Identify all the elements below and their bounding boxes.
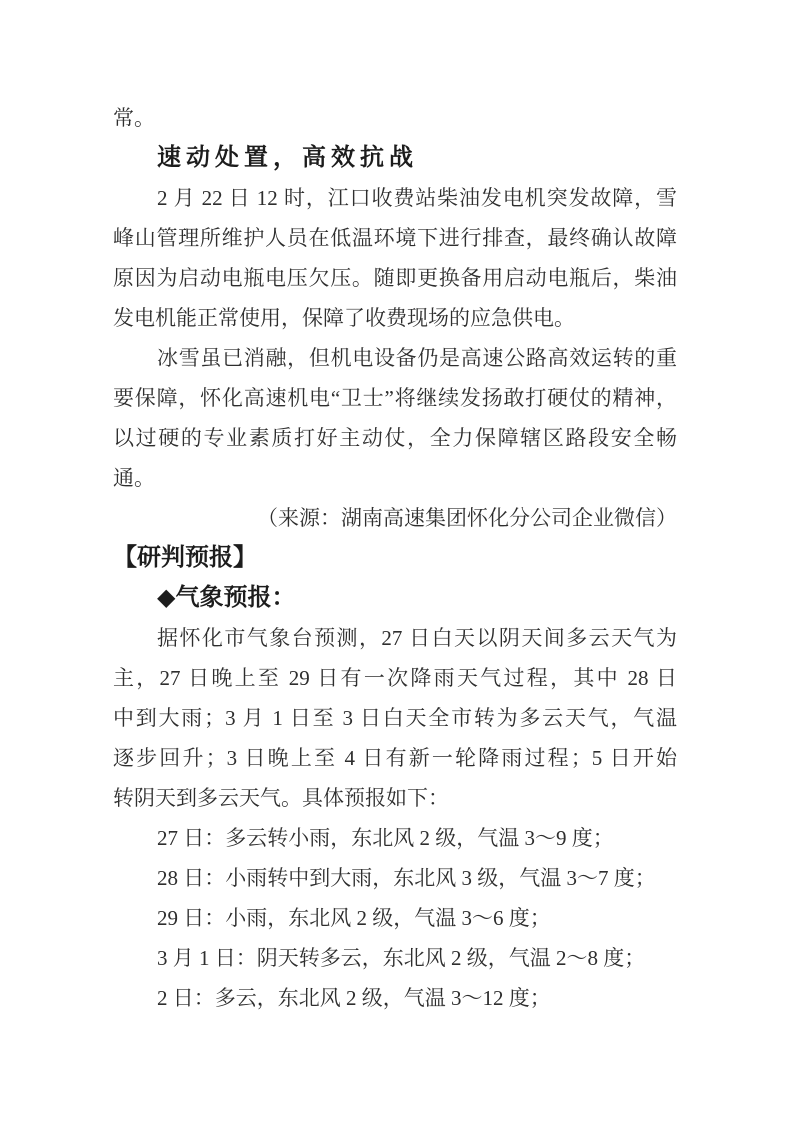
paragraph-line: 据怀化市气象台预测，27 日白天以阴天间多云天气为 <box>157 626 677 650</box>
section-heading-forecast: 【研判预报】 <box>113 544 257 571</box>
paragraph-line: 通。 <box>113 466 155 490</box>
paragraph-line: 转阴天到多云天气。具体预报如下： <box>113 786 449 810</box>
paragraph-line: 峰山管理所维护人员在低温环境下进行排查，最终确认故障 <box>113 226 677 250</box>
paragraph-line: 发电机能正常使用，保障了收费现场的应急供电。 <box>113 306 575 330</box>
source-line: （来源：湖南高速集团怀化分公司企业微信） <box>257 506 677 530</box>
paragraph-line: 以过硬的专业素质打好主动仗，全力保障辖区路段安全畅 <box>113 426 677 450</box>
paragraph-line: 逐步回升；3 日晚上至 4 日有新一轮降雨过程；5 日开始 <box>113 746 677 770</box>
forecast-line-27: 27 日：多云转小雨，东北风 2 级，气温 3～9 度； <box>157 826 614 850</box>
section-heading-weather: ◆气象预报： <box>157 584 296 611</box>
paragraph-line: 要保障，怀化高速机电“卫士”将继续发扬敢打硬仗的精神， <box>113 386 677 410</box>
forecast-line-3-2: 2 日：多云，东北风 2 级，气温 3～12 度； <box>157 986 551 1010</box>
document-body <box>113 98 677 1018</box>
sub-title: 速动处置，高效抗战 <box>157 144 418 171</box>
continuation-line: 常。 <box>113 106 155 130</box>
paragraph-line: 原因为启动电瓶电压欠压。随即更换备用启动电瓶后，柴油 <box>113 266 677 290</box>
forecast-line-28: 28 日：小雨转中到大雨，东北风 3 级，气温 3～7 度； <box>157 866 656 890</box>
forecast-line-29: 29 日：小雨，东北风 2 级，气温 3～6 度； <box>157 906 551 930</box>
paragraph-line: 2 月 22 日 12 时，江口收费站柴油发电机突发故障，雪 <box>157 186 677 210</box>
paragraph-line: 冰雪虽已消融，但机电设备仍是高速公路高效运转的重 <box>157 346 677 370</box>
paragraph-line: 主，27 日晚上至 29 日有一次降雨天气过程，其中 28 日 <box>113 666 677 690</box>
paragraph-line: 中到大雨；3 月 1 日至 3 日白天全市转为多云天气，气温 <box>113 706 677 730</box>
forecast-line-3-1: 3 月 1 日：阴天转多云，东北风 2 级，气温 2～8 度； <box>157 946 646 970</box>
